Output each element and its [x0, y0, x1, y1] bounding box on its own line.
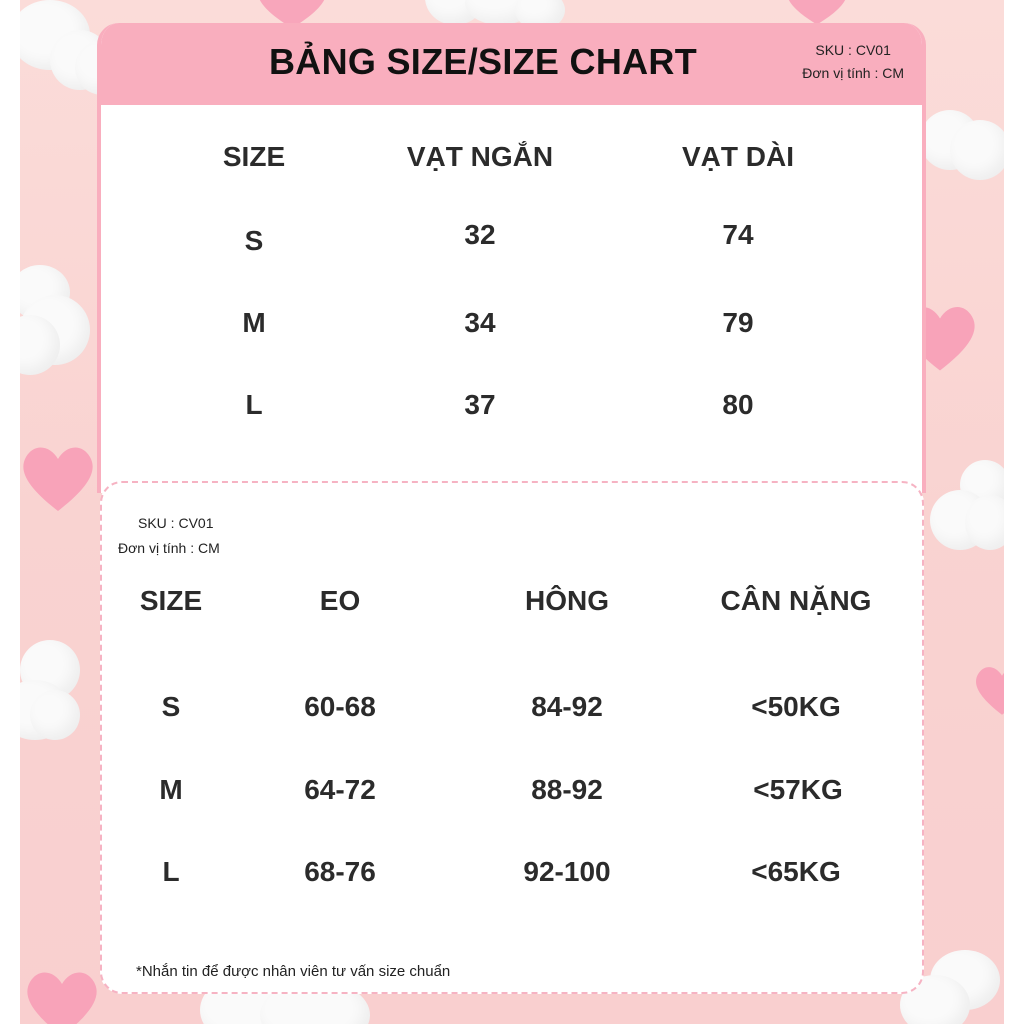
heart-icon	[972, 660, 1004, 720]
column-header: HÔNG	[525, 585, 609, 616]
table-cell: 64-72	[304, 774, 376, 805]
footnote: *Nhắn tin để được nhân viên tư vấn size chuẩn	[136, 963, 451, 980]
table-cell: M	[159, 774, 183, 805]
cloud-icon	[930, 460, 1004, 560]
product-meta	[118, 511, 220, 561]
column-header: SIZE	[222, 141, 286, 172]
column-header: CÂN NẶNG	[720, 585, 872, 616]
table-cell: <57KG	[753, 774, 843, 805]
table-cell: 92-100	[523, 856, 611, 887]
table-cell: S	[244, 225, 264, 256]
unit-label: Đơn vị tính : CM	[118, 540, 220, 556]
column-header: VẠT DÀI	[682, 141, 794, 172]
table-cell: 88-92	[531, 774, 603, 805]
table-cell: L	[245, 389, 263, 420]
table-cell: 68-76	[304, 856, 376, 887]
column-header: EO	[319, 585, 361, 616]
table-cell: <50KG	[751, 691, 841, 722]
table-cell: <65KG	[751, 856, 841, 887]
sku-label: SKU : CV01	[815, 42, 891, 58]
unit-label: Đơn vị tính : CM	[802, 65, 904, 81]
size-chart-card-top	[97, 23, 926, 493]
table-cell: 80	[722, 389, 754, 420]
table-cell: 84-92	[531, 691, 603, 722]
table-cell: M	[242, 307, 266, 338]
table-cell: S	[161, 691, 181, 722]
table-cell: 34	[464, 307, 496, 338]
column-header: SIZE	[139, 585, 203, 616]
heart-icon	[20, 968, 104, 1024]
size-chart-card-bottom	[100, 481, 924, 994]
heart-icon	[20, 438, 98, 518]
table-cell: L	[162, 856, 180, 887]
table-cell: 79	[722, 307, 754, 338]
product-meta	[802, 39, 904, 85]
cloud-icon	[20, 265, 100, 385]
sku-label: SKU : CV01	[138, 515, 214, 531]
table-cell: 60-68	[304, 691, 376, 722]
cloud-icon	[20, 640, 100, 750]
table-cell: 32	[464, 219, 496, 250]
column-header: VẠT NGẮN	[406, 141, 554, 172]
cloud-icon	[920, 110, 1004, 180]
table-cell: 74	[722, 219, 754, 250]
card-header	[101, 23, 922, 105]
page-title: BẢNG SIZE/SIZE CHART	[269, 41, 698, 82]
table-cell: 37	[464, 389, 496, 420]
